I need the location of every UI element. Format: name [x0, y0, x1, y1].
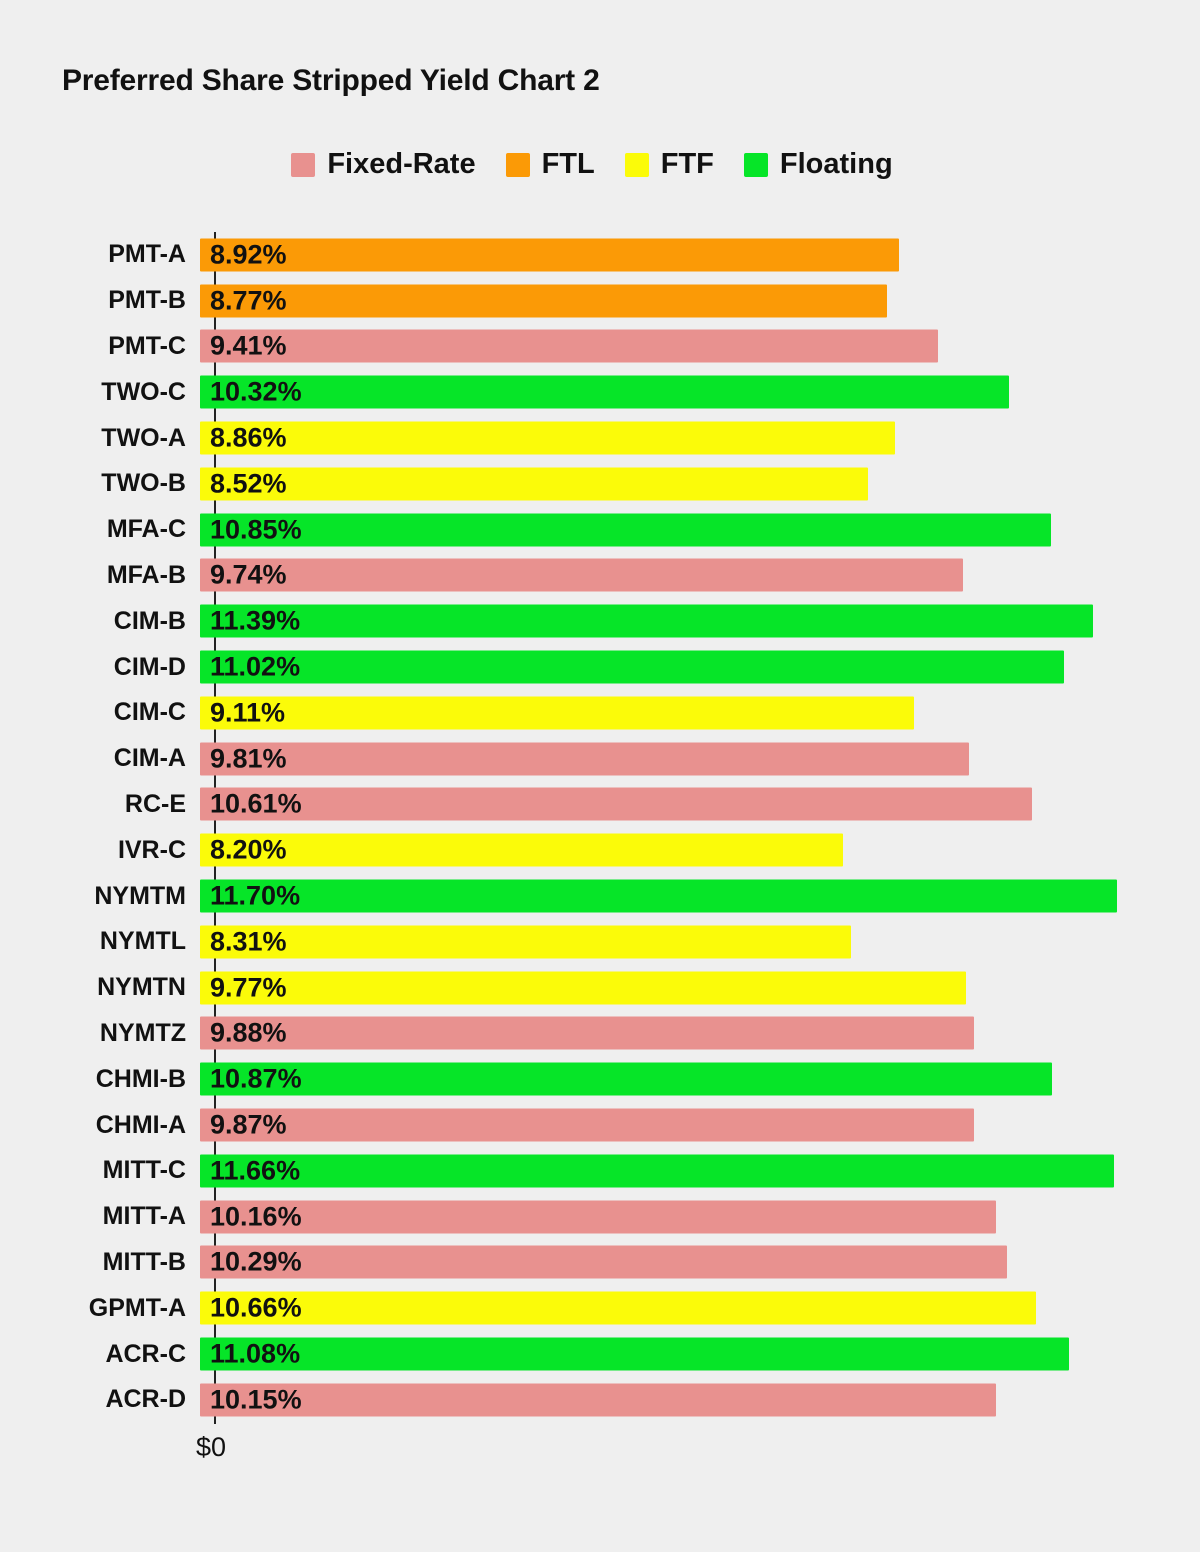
bar-track — [200, 324, 1200, 370]
bar-value-label: 8.86% — [210, 422, 287, 453]
bar-track — [200, 644, 1200, 690]
bar-row — [0, 415, 1200, 461]
bar-category-label: IVR-C — [117, 835, 186, 864]
bar-category-label: CIM-B — [113, 606, 186, 635]
legend-swatch-icon — [291, 153, 315, 177]
bar-value-label: 11.70% — [210, 880, 301, 911]
bar[interactable] — [200, 284, 887, 317]
bar-track — [200, 1194, 1200, 1240]
bar-value-label: 10.29% — [210, 1246, 302, 1277]
bar-value-label: 9.41% — [210, 330, 287, 361]
bar-category-label: CIM-C — [113, 698, 186, 727]
bar[interactable] — [200, 1063, 1052, 1096]
bar-row — [0, 461, 1200, 507]
bar[interactable] — [200, 605, 1093, 638]
bar-category-label: TWO-C — [101, 377, 186, 406]
bar-track — [200, 782, 1200, 828]
legend-item[interactable] — [625, 148, 714, 181]
page-title: Preferred Share Stripped Yield Chart 2 — [62, 64, 600, 97]
bar[interactable] — [200, 788, 1032, 821]
bar[interactable] — [200, 1338, 1069, 1371]
bar-category-label: TWO-B — [101, 469, 186, 498]
bar-row — [0, 919, 1200, 965]
bar-value-label: 11.02% — [210, 651, 301, 682]
bar-value-label: 10.87% — [210, 1063, 302, 1094]
bar[interactable] — [200, 513, 1051, 546]
bar-row — [0, 324, 1200, 370]
bar-track — [200, 1056, 1200, 1102]
bar-category-label: MFA-C — [106, 515, 186, 544]
bar-row — [0, 1377, 1200, 1423]
bar[interactable] — [200, 330, 938, 363]
bar-track — [200, 1331, 1200, 1377]
bar-row — [0, 1056, 1200, 1102]
bar[interactable] — [200, 1154, 1114, 1187]
bar-track — [200, 827, 1200, 873]
bar[interactable] — [200, 834, 843, 867]
bar[interactable] — [200, 696, 914, 729]
legend-item[interactable] — [744, 148, 893, 181]
bar-value-label: 8.77% — [210, 285, 287, 316]
bar-category-label: PMT-A — [108, 240, 186, 269]
bar-track — [200, 1011, 1200, 1057]
bar-value-label: 10.61% — [210, 788, 302, 819]
bar-value-label: 9.74% — [210, 559, 287, 590]
bar-value-label: 8.31% — [210, 926, 287, 957]
legend-swatch-icon — [744, 153, 768, 177]
bar[interactable] — [200, 880, 1117, 913]
bar-track — [200, 965, 1200, 1011]
bar[interactable] — [200, 1246, 1007, 1279]
bar[interactable] — [200, 238, 899, 271]
bar-track — [200, 278, 1200, 324]
bar-row — [0, 553, 1200, 599]
bar-track — [200, 1148, 1200, 1194]
bar-value-label: 10.66% — [210, 1292, 302, 1323]
bar[interactable] — [200, 971, 966, 1004]
bar[interactable] — [200, 742, 969, 775]
bar-value-label: 11.39% — [210, 605, 301, 636]
bar-value-label: 9.88% — [210, 1017, 287, 1048]
bar-category-label: ACR-C — [105, 1339, 186, 1368]
bar-track — [200, 553, 1200, 599]
bar-category-label: CIM-D — [113, 652, 186, 681]
bar-track — [200, 919, 1200, 965]
bar-category-label: CIM-A — [113, 744, 186, 773]
bar-category-label: PMT-C — [108, 331, 186, 360]
bar-row — [0, 873, 1200, 919]
bar-track — [200, 461, 1200, 507]
bar-row — [0, 782, 1200, 828]
bar-track — [200, 690, 1200, 736]
bar-category-label: PMT-B — [108, 286, 186, 315]
bar-value-label: 9.87% — [210, 1109, 287, 1140]
legend-swatch-icon — [625, 153, 649, 177]
bar-value-label: 9.77% — [210, 972, 287, 1003]
bar[interactable] — [200, 422, 895, 455]
bar-category-label: NYMTL — [99, 927, 186, 956]
bar-track — [200, 873, 1200, 919]
bar[interactable] — [200, 467, 868, 500]
x-axis-tick-label: $0 — [196, 1432, 227, 1462]
bar-row — [0, 644, 1200, 690]
bar-category-label: NYMTM — [94, 881, 186, 910]
bar-category-label: RC-E — [124, 789, 186, 818]
bar-category-label: CHMI-B — [95, 1064, 186, 1093]
legend-item[interactable] — [291, 148, 475, 181]
bar-row — [0, 1240, 1200, 1286]
bar[interactable] — [200, 925, 851, 958]
bar-category-label: MFA-B — [106, 560, 186, 589]
bar-value-label: 10.15% — [210, 1384, 302, 1415]
bar-row — [0, 1011, 1200, 1057]
bar-track — [200, 1377, 1200, 1423]
bar-value-label: 9.81% — [210, 743, 287, 774]
legend-label: Fixed-Rate — [327, 148, 476, 180]
bar-row — [0, 736, 1200, 782]
bar-track — [200, 232, 1200, 278]
bar-row — [0, 1102, 1200, 1148]
bar-track — [200, 415, 1200, 461]
bar-row — [0, 232, 1200, 278]
bar-track — [200, 507, 1200, 553]
bar-rows — [0, 232, 1200, 1423]
bar-row — [0, 598, 1200, 644]
bar-category-label: MITT-A — [102, 1202, 186, 1231]
bar-row — [0, 507, 1200, 553]
bar-value-label: 10.85% — [210, 514, 302, 545]
legend-swatch-icon — [506, 153, 530, 177]
bar-row — [0, 1331, 1200, 1377]
bar-category-label: MITT-C — [102, 1156, 186, 1185]
bar-track — [200, 1285, 1200, 1331]
bar-value-label: 10.32% — [210, 376, 302, 407]
bar-row — [0, 1285, 1200, 1331]
bar-row — [0, 690, 1200, 736]
bar[interactable] — [200, 376, 1009, 409]
bar-row — [0, 965, 1200, 1011]
chart-legend — [62, 148, 1122, 181]
bar-track — [200, 1102, 1200, 1148]
bar-track — [200, 736, 1200, 782]
bar-row — [0, 369, 1200, 415]
bar-value-label: 11.66% — [210, 1155, 301, 1186]
bar[interactable] — [200, 1383, 996, 1416]
bar-row — [0, 278, 1200, 324]
bar[interactable] — [200, 1292, 1036, 1325]
bar[interactable] — [200, 1109, 974, 1142]
bar-row — [0, 1148, 1200, 1194]
legend-label: FTL — [541, 148, 595, 180]
bar-track — [200, 598, 1200, 644]
legend-label: Floating — [779, 148, 893, 180]
bar-category-label: ACR-D — [105, 1385, 186, 1414]
legend-item[interactable] — [506, 148, 595, 181]
bar-value-label: 11.08% — [210, 1338, 301, 1369]
bar-value-label: 8.20% — [210, 834, 287, 865]
bar[interactable] — [200, 1017, 974, 1050]
bar-category-label: TWO-A — [101, 423, 186, 452]
legend-label: FTF — [660, 148, 714, 180]
bar-category-label: GPMT-A — [88, 1293, 186, 1322]
bar-category-label: NYMTN — [97, 973, 186, 1002]
bar-track — [200, 1240, 1200, 1286]
bar-value-label: 8.52% — [210, 468, 287, 499]
bar-category-label: CHMI-A — [95, 1110, 186, 1139]
bar-row — [0, 827, 1200, 873]
bar[interactable] — [200, 559, 963, 592]
bar[interactable] — [200, 651, 1064, 684]
plot-area — [0, 232, 1200, 1482]
bar-value-label: 8.92% — [210, 239, 287, 270]
bar-category-label: NYMTZ — [99, 1018, 186, 1047]
bar-row — [0, 1194, 1200, 1240]
bar[interactable] — [200, 1200, 996, 1233]
bar-category-label: MITT-B — [102, 1247, 186, 1276]
bar-value-label: 9.11% — [210, 697, 286, 728]
bar-value-label: 10.16% — [210, 1201, 302, 1232]
bar-track — [200, 369, 1200, 415]
